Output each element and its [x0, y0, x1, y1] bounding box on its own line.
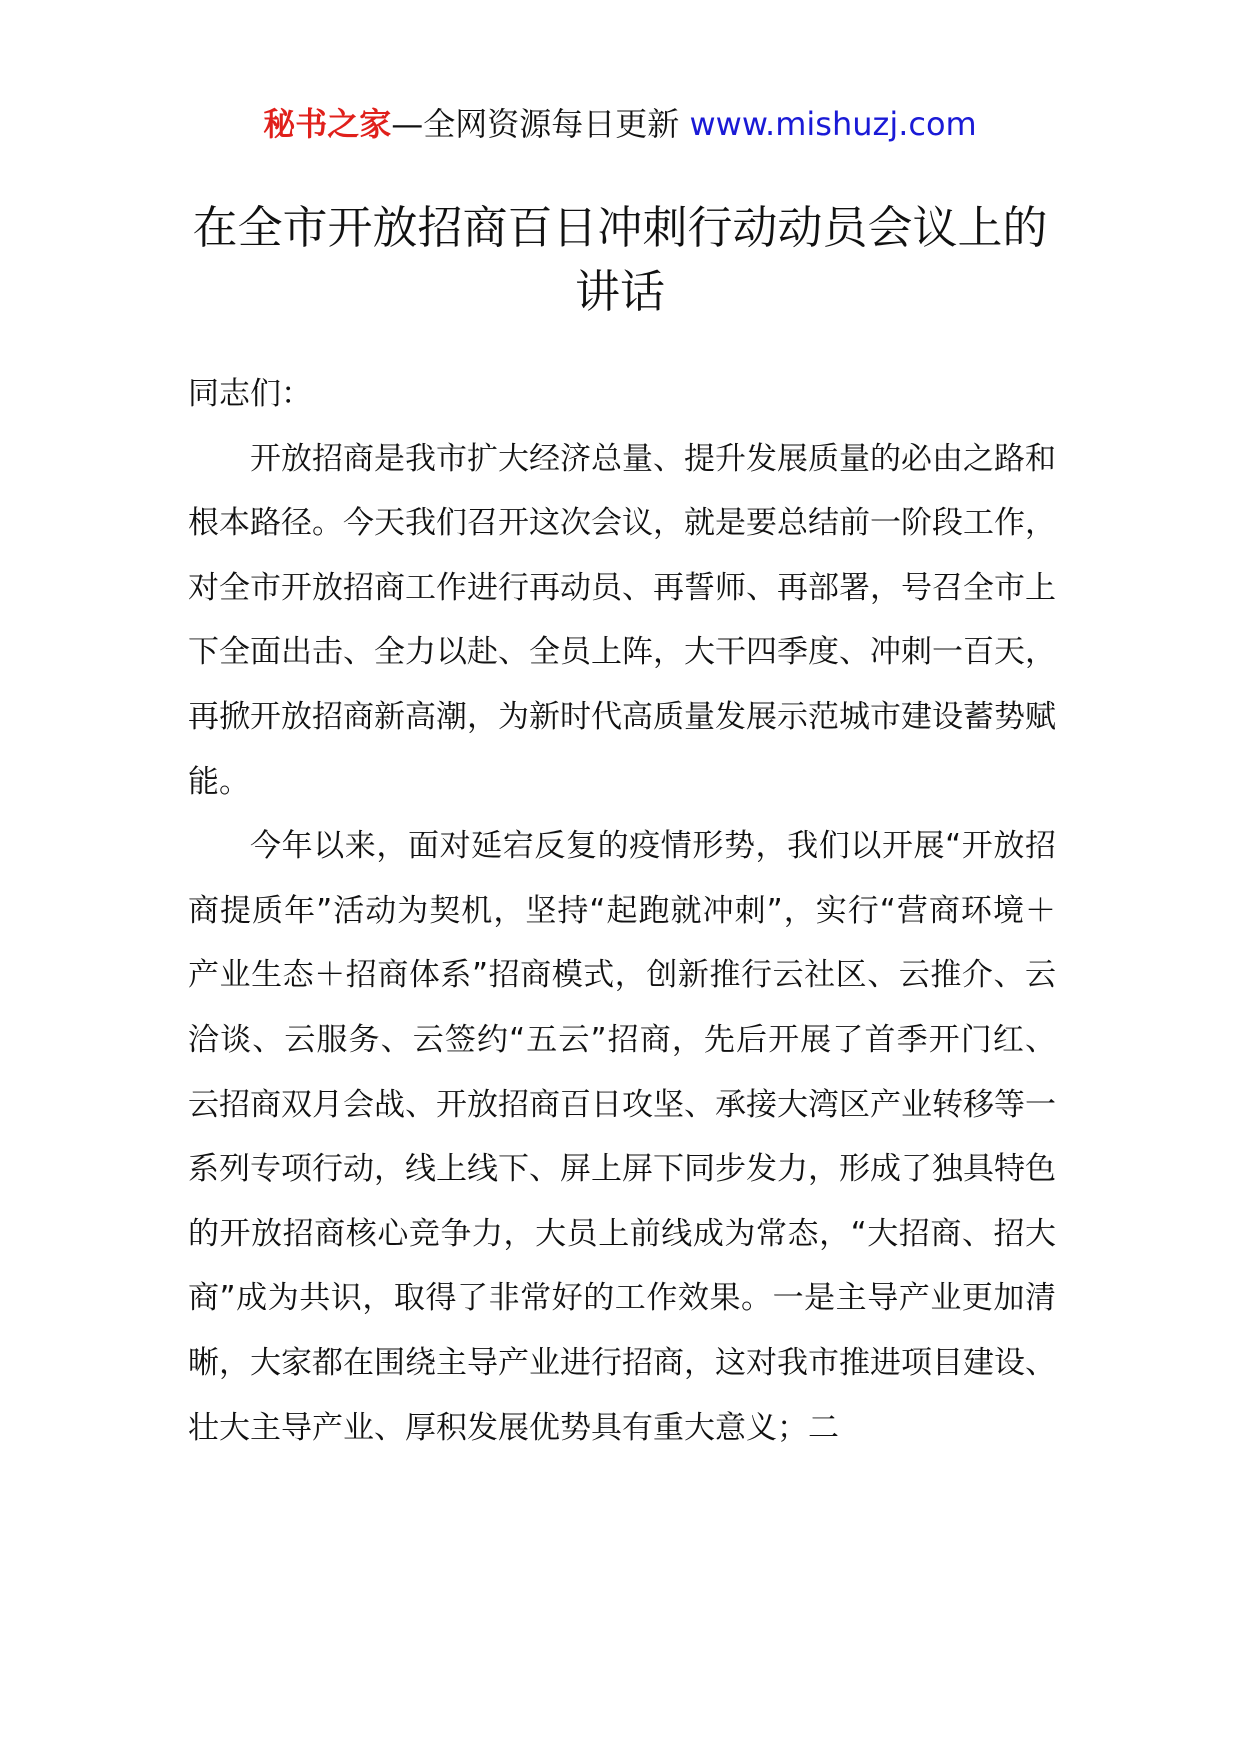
document-body	[188, 362, 1056, 1460]
salutation: 同志们：	[188, 376, 312, 412]
site-header	[0, 100, 1240, 148]
site-brand: 秘书之家	[263, 105, 392, 143]
paragraph: 今年以来，面对延宕反复的疫情形势，我们以开展“开放招商提质年”活动为契机，坚持“起跑就冲刺”，实行“营商环境＋产业生态＋招商体系”招商模式，创新推行云社区、云推介、云洽谈、云服务、云签约“五云”招商，先后开展了首季开门红、云招商双月会战、开放招商百日攻坚、承接大湾区产业转移等一系列专项行动，线上线下、屏上屏下同步发力，形成了独具特色的开放招商核心竞争力，大员上前线成为常态，“大招商、招大商”成为共识，取得了非常好的工作效果。一是主导产业更加清晰，大家都在围绕主导产业进行招商，这对我市推进项目建设、壮大主导产业、厚积发展优势具有重大意义；二	[188, 828, 1056, 1446]
site-url-link[interactable]: www.mishuzj.com	[689, 105, 977, 143]
document-title: 在全市开放招商百日冲刺行动动员会议上的讲话	[192, 201, 1048, 318]
site-slogan: —全网资源每日更新	[391, 105, 680, 143]
paragraph: 开放招商是我市扩大经济总量、提升发展质量的必由之路和根本路径。今天我们召开这次会议，就是要总结前一阶段工作，对全市开放招商工作进行再动员、再誓师、再部署，号召全市上下全面出击、全力以赴、全员上阵，大干四季度、冲刺一百天，再掀开放招商新高潮，为新时代高质量发展示范城市建设蓄势赋能。	[188, 440, 1056, 800]
